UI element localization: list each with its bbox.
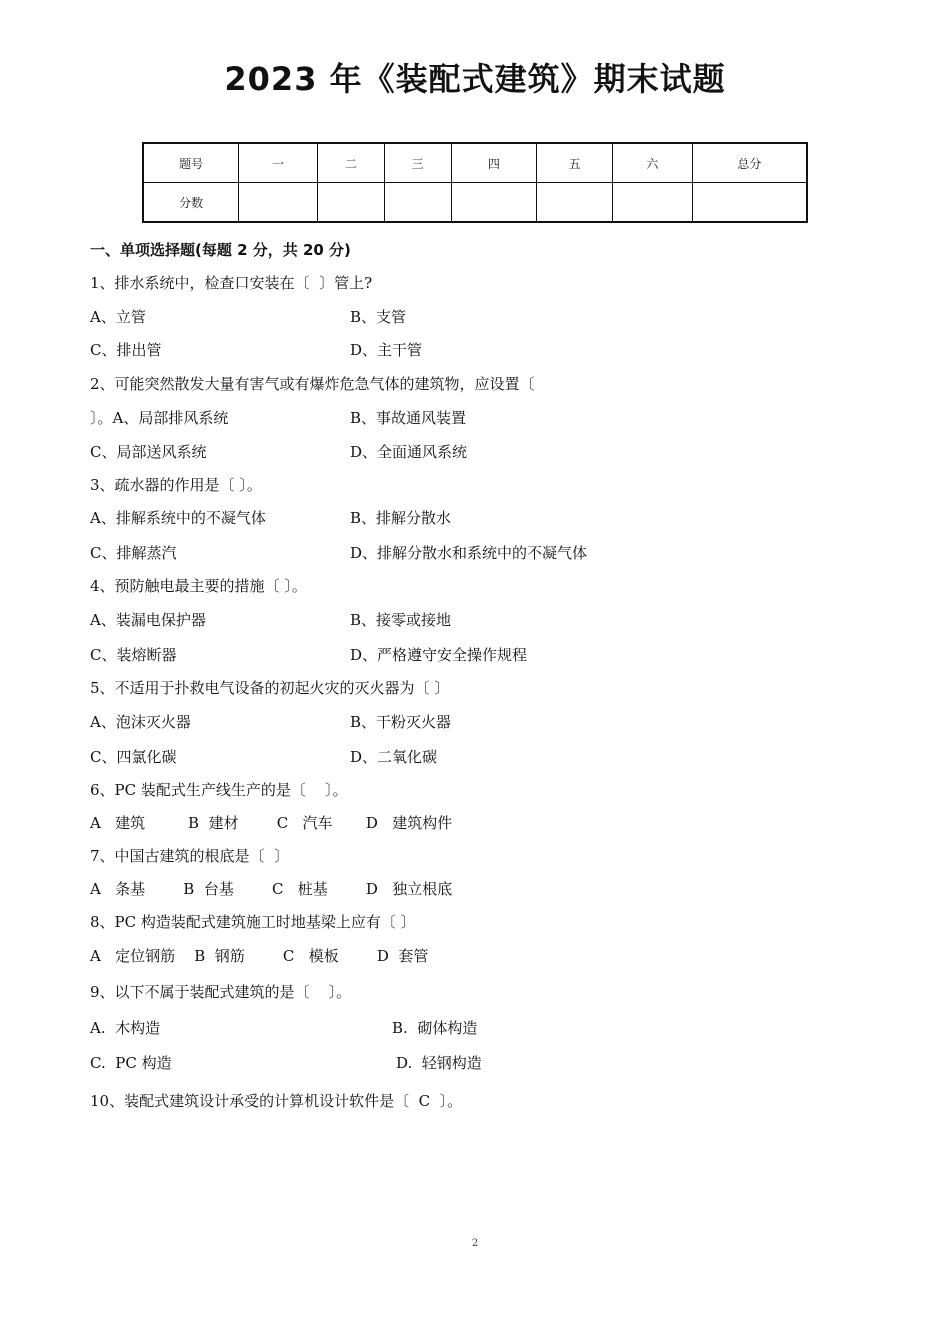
question-stem: 10、装配式建筑设计承受的计算机设计软件是〔 C 〕。 xyxy=(90,1092,463,1110)
score-table-score-row xyxy=(143,183,807,223)
option-b: B、接零或接地 xyxy=(350,611,452,629)
question-stem: 2、可能突然散发大量有害气或有爆炸危急气体的建筑物，应设置〔 xyxy=(90,375,535,393)
option-d: D、排解分散水和系统中的不凝气体 xyxy=(350,544,588,562)
option-b: B、排解分散水 xyxy=(350,509,452,527)
option-c: C. PC 构造 xyxy=(90,1054,172,1072)
score-table xyxy=(142,142,808,223)
option-a: A、装漏电保护器 xyxy=(90,611,206,629)
score-cell[interactable] xyxy=(537,183,613,223)
option-a: A. 木构造 xyxy=(90,1019,161,1037)
option-c: C、局部送风系统 xyxy=(90,443,207,461)
options-inline: A 条基 B 台基 C 桩基 D 独立根底 xyxy=(90,880,453,898)
option-c: C、装熔断器 xyxy=(90,646,177,664)
question-stem: 4、预防触电最主要的措施〔 〕。 xyxy=(90,577,307,595)
score-cell[interactable] xyxy=(613,183,693,223)
score-table-header-row xyxy=(143,143,807,183)
option-d: D、主干管 xyxy=(350,341,423,359)
option-d: D、严格遵守安全操作规程 xyxy=(350,646,528,664)
option-b: B、干粉灭火器 xyxy=(350,713,452,731)
option-c: C、四氯化碳 xyxy=(90,748,177,766)
score-header-cell: 六 xyxy=(613,143,693,183)
question-stem: 1、排水系统中，检查口安装在〔 〕管上? xyxy=(90,274,373,292)
exam-title: 2023 年《装配式建筑》期末试题 xyxy=(224,60,726,98)
section-heading: 一、单项选择题(每题 2 分，共 20 分) xyxy=(90,241,351,259)
question-stem: 5、不适用于扑救电气设备的初起火灾的灭火器为〔 〕 xyxy=(90,679,450,697)
score-cell[interactable] xyxy=(451,183,537,223)
option-a: A、泡沫灭火器 xyxy=(90,713,191,731)
page-number: 2 xyxy=(471,1238,479,1249)
option-d: D. 轻钢构造 xyxy=(396,1054,482,1072)
score-header-cell: 总分 xyxy=(692,143,807,183)
options-inline: A 定位钢筋 B 钢筋 C 模板 D 套管 xyxy=(90,947,429,965)
score-header-cell: 一 xyxy=(239,143,318,183)
score-row-label: 分数 xyxy=(143,183,239,223)
score-header-cell: 题号 xyxy=(143,143,239,183)
score-cell[interactable] xyxy=(384,183,451,223)
option-b: B、支管 xyxy=(350,308,407,326)
score-cell[interactable] xyxy=(317,183,384,223)
question-stem: 8、PC 构造装配式建筑施工时地基梁上应有〔 〕 xyxy=(90,913,416,931)
question-stem: 6、PC 装配式生产线生产的是〔 〕。 xyxy=(90,781,348,799)
score-header-cell: 四 xyxy=(451,143,537,183)
question-stem: 7、中国古建筑的根底是〔 〕 xyxy=(90,847,290,865)
question-stem-continued: 〕。A、局部排风系统 xyxy=(90,409,229,427)
score-header-cell: 二 xyxy=(317,143,384,183)
option-b: B、事故通风装置 xyxy=(350,409,467,427)
option-c: C、排出管 xyxy=(90,341,162,359)
score-cell[interactable] xyxy=(692,183,807,223)
option-c: C、排解蒸汽 xyxy=(90,544,177,562)
question-stem: 3、疏水器的作用是〔 〕。 xyxy=(90,476,262,494)
score-header-cell: 三 xyxy=(384,143,451,183)
option-a: A、排解系统中的不凝气体 xyxy=(90,509,266,527)
options-inline: A 建筑 B 建材 C 汽车 D 建筑构件 xyxy=(90,814,453,832)
option-a: A、立管 xyxy=(90,308,146,326)
score-header-cell: 五 xyxy=(537,143,613,183)
question-stem: 9、以下不属于装配式建筑的是〔 〕。 xyxy=(90,983,352,1001)
option-d: D、二氧化碳 xyxy=(350,748,438,766)
option-d: D、全面通风系统 xyxy=(350,443,468,461)
score-cell[interactable] xyxy=(239,183,318,223)
option-b: B. 砌体构造 xyxy=(392,1019,478,1037)
